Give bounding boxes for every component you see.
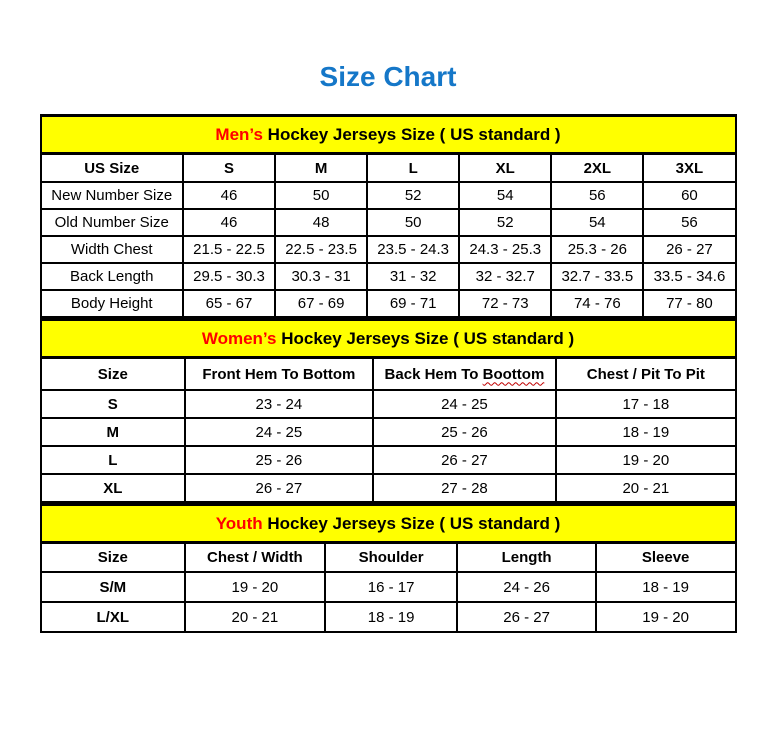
youth-banner-row — [41, 505, 736, 543]
womens-header-back-hem — [373, 358, 556, 391]
mens-row-label: Old Number Size — [41, 209, 183, 236]
womens-row-label: XL — [41, 474, 186, 502]
mens-cell: 32 - 32.7 — [459, 263, 551, 290]
size-chart-page — [0, 60, 776, 633]
table-row — [41, 263, 736, 290]
mens-cell: 46 — [183, 182, 275, 209]
mens-header-l: L — [367, 154, 459, 183]
mens-cell: 72 - 73 — [459, 290, 551, 317]
table-row — [41, 390, 736, 418]
mens-row-label: Back Length — [41, 263, 183, 290]
womens-header-front-hem: Front Hem To Bottom — [185, 358, 373, 391]
youth-row-label: L/XL — [41, 602, 186, 632]
mens-cell: 74 - 76 — [551, 290, 643, 317]
mens-header-us-size: US Size — [41, 154, 183, 183]
womens-row-label: L — [41, 446, 186, 474]
mens-cell: 46 — [183, 209, 275, 236]
youth-header-row — [41, 543, 736, 573]
womens-header-back-hem-misspelled: Boottom — [482, 365, 545, 383]
womens-header-chest: Chest / Pit To Pit — [556, 358, 735, 391]
womens-cell: 25 - 26 — [185, 446, 373, 474]
mens-size-table — [40, 114, 737, 318]
youth-banner-highlight: Youth — [215, 513, 263, 533]
mens-cell: 30.3 - 31 — [275, 263, 367, 290]
youth-header-length: Length — [457, 543, 595, 573]
mens-header-row — [41, 154, 736, 183]
youth-cell: 18 - 19 — [325, 602, 458, 632]
womens-cell: 23 - 24 — [185, 390, 373, 418]
table-row — [41, 290, 736, 317]
mens-cell: 21.5 - 22.5 — [183, 236, 275, 263]
youth-banner-rest: Hockey Jerseys Size ( US standard ) — [262, 513, 561, 533]
table-row — [41, 418, 736, 446]
mens-cell: 24.3 - 25.3 — [459, 236, 551, 263]
womens-cell: 25 - 26 — [373, 418, 556, 446]
mens-row-label: New Number Size — [41, 182, 183, 209]
youth-cell: 26 - 27 — [457, 602, 595, 632]
mens-banner-row — [41, 116, 736, 154]
womens-cell: 17 - 18 — [556, 390, 735, 418]
mens-cell: 31 - 32 — [367, 263, 459, 290]
mens-row-label: Body Height — [41, 290, 183, 317]
youth-header-sleeve: Sleeve — [596, 543, 736, 573]
page-title: Size Chart — [319, 61, 457, 92]
table-row — [41, 602, 736, 632]
youth-cell: 20 - 21 — [185, 602, 325, 632]
womens-cell: 18 - 19 — [556, 418, 735, 446]
mens-banner-highlight: Men’s — [215, 124, 263, 144]
mens-cell: 65 - 67 — [183, 290, 275, 317]
mens-row-label: Width Chest — [41, 236, 183, 263]
mens-cell: 25.3 - 26 — [551, 236, 643, 263]
mens-banner-rest: Hockey Jerseys Size ( US standard ) — [262, 124, 561, 144]
mens-cell: 32.7 - 33.5 — [551, 263, 643, 290]
youth-header-shoulder: Shoulder — [325, 543, 458, 573]
mens-cell: 23.5 - 24.3 — [367, 236, 459, 263]
table-row — [41, 446, 736, 474]
mens-cell: 67 - 69 — [275, 290, 367, 317]
youth-row-label: S/M — [41, 572, 186, 602]
womens-row-label: S — [41, 390, 186, 418]
size-chart-tables — [40, 114, 737, 633]
mens-cell: 50 — [367, 209, 459, 236]
youth-header-chest-width: Chest / Width — [185, 543, 325, 573]
womens-banner-row — [41, 320, 736, 358]
mens-cell: 69 - 71 — [367, 290, 459, 317]
youth-cell: 24 - 26 — [457, 572, 595, 602]
mens-header-2xl: 2XL — [551, 154, 643, 183]
mens-cell: 56 — [551, 182, 643, 209]
womens-banner — [41, 320, 736, 358]
mens-cell: 56 — [643, 209, 735, 236]
womens-size-table — [40, 318, 737, 503]
womens-cell: 27 - 28 — [373, 474, 556, 502]
womens-cell: 26 - 27 — [373, 446, 556, 474]
youth-cell: 19 - 20 — [596, 602, 736, 632]
mens-cell: 26 - 27 — [643, 236, 735, 263]
table-row — [41, 474, 736, 502]
table-row — [41, 209, 736, 236]
mens-cell: 33.5 - 34.6 — [643, 263, 735, 290]
womens-header-row — [41, 358, 736, 391]
womens-header-back-hem-prefix: Back Hem To — [384, 365, 483, 383]
youth-banner — [41, 505, 736, 543]
mens-header-3xl: 3XL — [643, 154, 735, 183]
womens-cell: 24 - 25 — [373, 390, 556, 418]
womens-banner-highlight: Women’s — [201, 328, 277, 348]
mens-cell: 54 — [551, 209, 643, 236]
mens-banner — [41, 116, 736, 154]
womens-cell: 19 - 20 — [556, 446, 735, 474]
womens-cell: 24 - 25 — [185, 418, 373, 446]
mens-cell: 50 — [275, 182, 367, 209]
mens-cell: 77 - 80 — [643, 290, 735, 317]
youth-cell: 18 - 19 — [596, 572, 736, 602]
table-row — [41, 182, 736, 209]
mens-header-xl: XL — [459, 154, 551, 183]
mens-cell: 52 — [459, 209, 551, 236]
youth-cell: 19 - 20 — [185, 572, 325, 602]
mens-header-m: M — [275, 154, 367, 183]
mens-cell: 48 — [275, 209, 367, 236]
womens-banner-rest: Hockey Jerseys Size ( US standard ) — [276, 328, 575, 348]
womens-header-size: Size — [41, 358, 186, 391]
mens-header-s: S — [183, 154, 275, 183]
youth-header-size: Size — [41, 543, 186, 573]
youth-cell: 16 - 17 — [325, 572, 458, 602]
mens-cell: 52 — [367, 182, 459, 209]
womens-row-label: M — [41, 418, 186, 446]
mens-cell: 29.5 - 30.3 — [183, 263, 275, 290]
mens-cell: 54 — [459, 182, 551, 209]
womens-cell: 26 - 27 — [185, 474, 373, 502]
youth-size-table — [40, 503, 737, 633]
womens-cell: 20 - 21 — [556, 474, 735, 502]
mens-cell: 60 — [643, 182, 735, 209]
table-row — [41, 236, 736, 263]
table-row — [41, 572, 736, 602]
mens-cell: 22.5 - 23.5 — [275, 236, 367, 263]
